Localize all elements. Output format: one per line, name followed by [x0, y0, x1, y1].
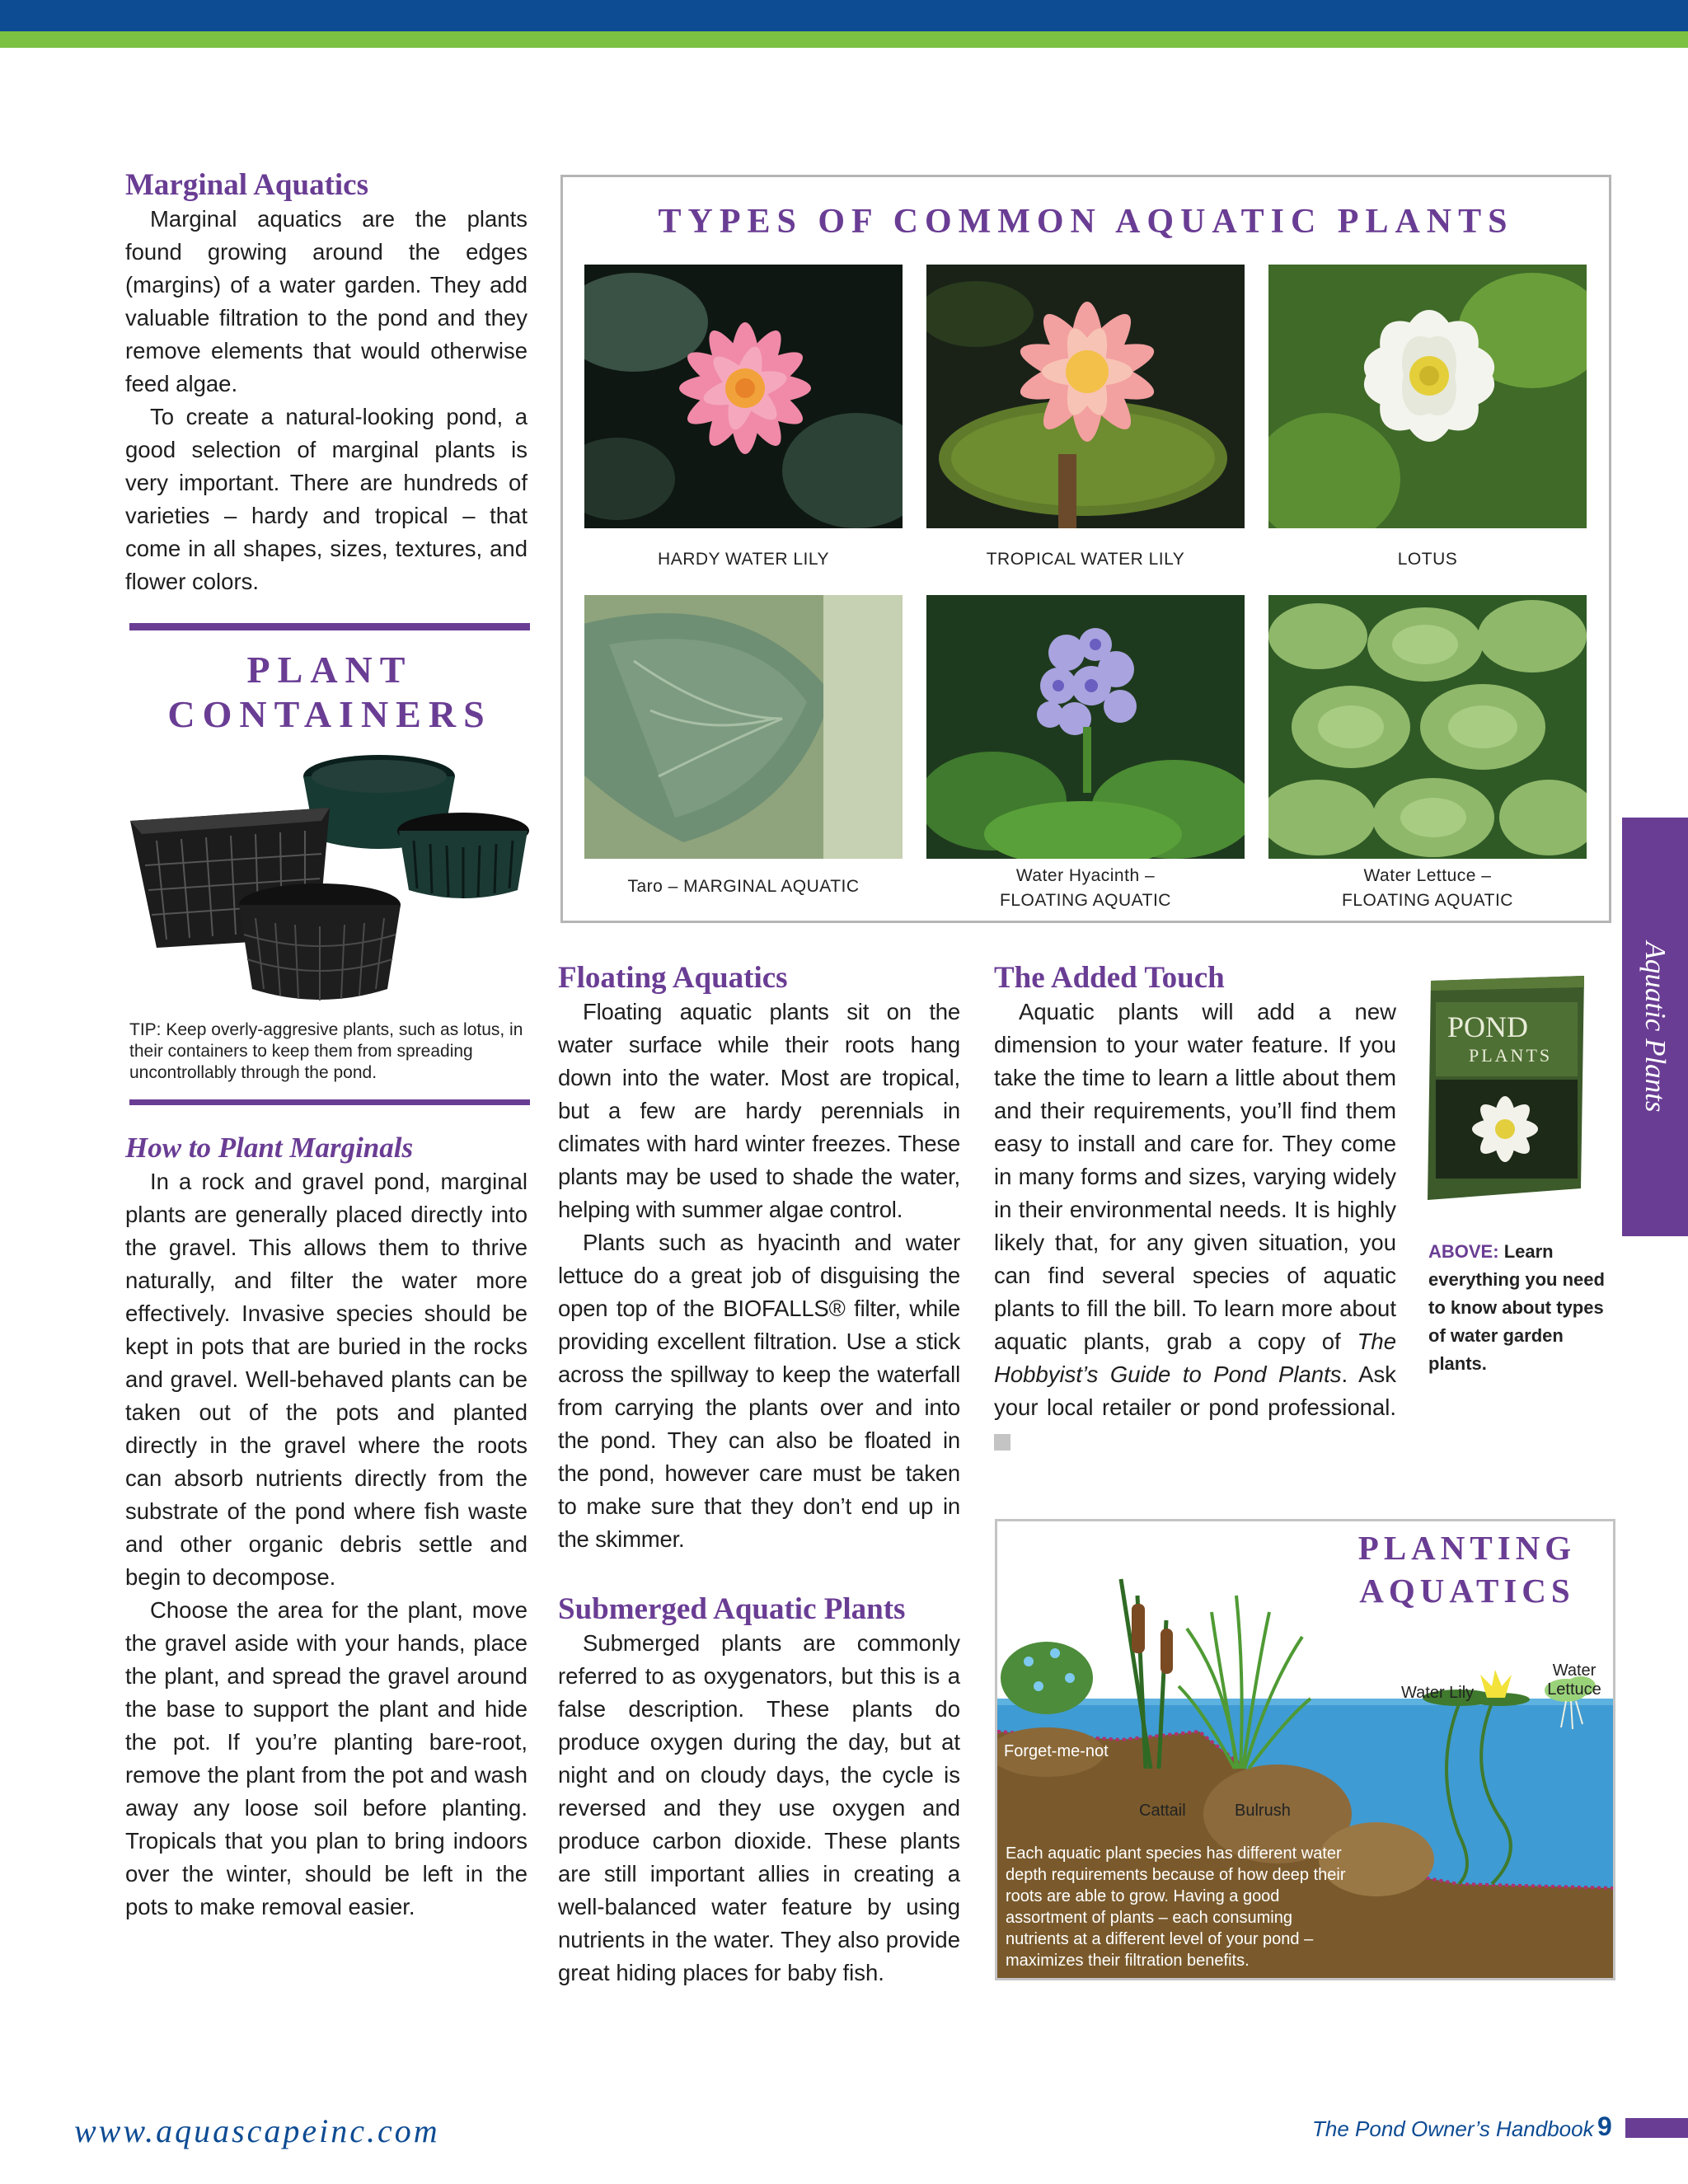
marginal-paragraph-2: To create a natural-looking pond, a good selection of marginal plants is very important. There are hundreds of varieties – hardy and tropical – that come in all shapes, sizes, textures, and flower colors. — [125, 404, 528, 594]
page-number: 9 — [1597, 2111, 1612, 2141]
taro-photo — [584, 595, 903, 859]
lotus-caption: LOTUS — [1397, 550, 1458, 569]
floating-section — [558, 961, 960, 1556]
how-to-paragraph-2: Choose the area for the plant, move the gravel aside with your hands, place the plant, and spread the gravel around the base to support the plant and hide the pot. If you’re planting bare-root, remove the plant from the pot and wash away any loose soil before planting. Tropicals that you plan to bring indoors over the winter, should be left in the pots to make removal easier. — [125, 1597, 528, 1919]
marginal-section — [125, 168, 528, 598]
footer-accent-bar — [1625, 2118, 1688, 2138]
book-caption: ABOVE: Learn everything you need to know about types of water garden plants. — [1428, 1241, 1605, 1374]
taro-caption: Taro – MARGINAL AQUATIC — [627, 877, 860, 896]
tropical-water-lily-photo — [926, 265, 1245, 528]
footer-title: The Pond Owner’s Handbook — [1312, 2116, 1594, 2141]
containers-bottom-rule — [129, 1099, 530, 1105]
containers-tip: TIP: Keep overly-aggresive plants, such as lotus, in their containers to keep them from spreading uncontrollably through the pond. — [129, 1020, 523, 1082]
tropical-water-lily-caption: TROPICAL WATER LILY — [986, 550, 1185, 569]
side-tab-label: Aquatic Plants — [1639, 941, 1672, 1113]
book-title-reference: The Hobbyist’s Guide to Pond Plants — [994, 1329, 1396, 1387]
floating-paragraph-1: Floating aquatic plants sit on the water surface while their roots hang down into the water. Most are tropical, but a few are hardy perennials in climates with hard winter freezes. These plants may be used to shade the water, helping with summer algae control. — [558, 999, 960, 1222]
label-cattail: Cattail — [1139, 1802, 1186, 1820]
label-water-lettuce: Water Lettuce — [1547, 1661, 1601, 1699]
book-cover-title-2: PLANTS — [1469, 1045, 1553, 1066]
plant-containers-photo — [124, 742, 536, 1014]
types-of-plants-box — [560, 175, 1611, 923]
types-heading: TYPES OF COMMON AQUATIC PLANTS — [658, 203, 1514, 241]
added-touch-section — [994, 961, 1396, 1457]
how-to-paragraph-1: In a rock and gravel pond, marginal plants are generally placed directly into the gravel. This allows them to thrive naturally, and filter the water more effectively. Invasive species should be kept in pots that are buried in the rocks and gravel. Well-behaved plants can be taken out of the pots and planted directly in the gravel where the roots can absorb nutrients directly from the substrate of the pond where fish waste and other organic debris settle and begin to decompose. — [125, 1169, 528, 1590]
containers-heading: PLANT CONTAINERS — [167, 649, 492, 735]
lotus-photo — [1268, 265, 1587, 528]
book-cover-title-1: POND — [1447, 1010, 1529, 1043]
pond-plants-book-cover — [1423, 972, 1587, 1207]
planting-heading: PLANTING AQUATICS — [1357, 1529, 1577, 1610]
submerged-section — [558, 1592, 960, 1990]
floating-paragraph-2: Plants such as hyacinth and water lettuce do a great job of disguising the open top of the BIOFALLS® filter, while providing excellent filtration. Use a stick across the spillway to keep the waterfall from carrying the plants over and into the pond. They can also be floated in the pond, however care must be taken to make sure that they don’t end up in the skimmer. — [558, 1230, 960, 1552]
end-mark-icon — [994, 1434, 1010, 1451]
floating-heading: Floating Aquatics — [558, 961, 788, 995]
added-touch-paragraph: Aquatic plants will add a new dimension to your water feature. If you take the time to learn a little about them and their requirements, you’ll find them easy to install and care for. They come in many forms and sizes, varying widely in their environmental needs. It is highly likely that, for any given situation, you can find several species of aquatic plants to fill the bill. To learn more about aquatic plants, grab a copy of The Hobbyist’s Guide to Pond Plants. Ask your local retailer or pond professional. — [994, 996, 1396, 1457]
water-hyacinth-photo — [926, 595, 1245, 859]
planting-description: Each aquatic plant species has different water depth requirements because of how deep their roots are able to grow. Having a good assortment of plants – each consuming nutrients at a different level of your pond – maximizes their filtration benefits. — [1006, 1844, 1346, 1970]
footer-url: www.aquascapeinc.com — [74, 2112, 440, 2149]
label-bulrush: Bulrush — [1235, 1802, 1291, 1820]
label-forget-me-not: Forget-me-not — [1004, 1742, 1109, 1760]
planting-aquatics-diagram — [995, 1519, 1615, 1980]
water-hyacinth-caption: Water Hyacinth – FLOATING AQUATIC — [1000, 866, 1171, 910]
header-band-green — [0, 31, 1688, 48]
marginal-heading: Marginal Aquatics — [125, 168, 368, 202]
submerged-heading: Submerged Aquatic Plants — [558, 1592, 906, 1626]
hardy-water-lily-caption: HARDY WATER LILY — [658, 550, 829, 569]
marginal-paragraph-1: Marginal aquatics are the plants found growing around the edges (margins) of a water garden. They add valuable filtration to the pond and they remove elements that would otherwise feed algae. — [125, 206, 528, 396]
how-to-section — [125, 1131, 528, 1924]
added-touch-heading: The Added Touch — [994, 961, 1225, 995]
containers-top-rule — [129, 623, 530, 630]
submerged-paragraph-1: Submerged plants are commonly referred to as oxygenators, but this is a false description. These plants do produce oxygen during the day, but at night and on cloudy days, the cycle is reversed and they use oxygen and produce carbon dioxide. These plants are still important allies in creating a well-balanced water feature by using nutrients in the water. They also provide great hiding places for baby fish. — [558, 1630, 960, 1985]
water-lettuce-photo — [1268, 595, 1587, 859]
hardy-water-lily-photo — [584, 265, 903, 528]
how-to-heading: How to Plant Marginals — [125, 1132, 414, 1164]
label-water-lily: Water Lily — [1401, 1684, 1475, 1702]
header-band-blue — [0, 0, 1688, 31]
section-side-tab — [1622, 818, 1688, 1236]
water-lettuce-caption: Water Lettuce – FLOATING AQUATIC — [1342, 866, 1513, 910]
